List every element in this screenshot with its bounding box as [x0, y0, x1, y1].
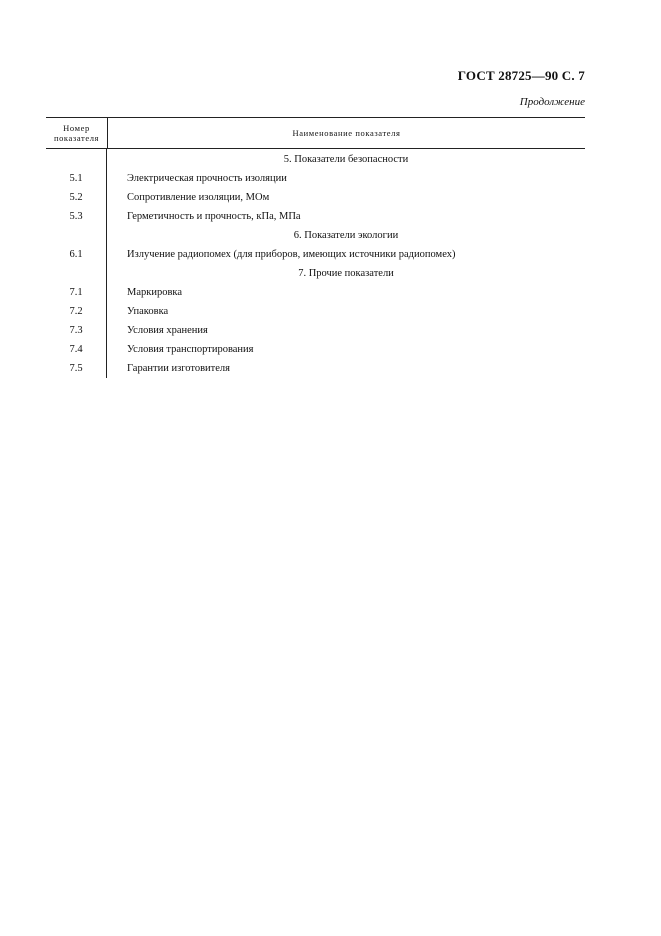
section-title: 7. Прочие показатели	[298, 268, 394, 279]
row-name: Упаковка	[127, 306, 169, 317]
continuation-label: Продолжение	[519, 96, 585, 108]
row-name: Гарантии изготовителя	[127, 363, 230, 374]
section-row	[46, 264, 585, 283]
table-header	[46, 117, 585, 149]
row-number	[46, 226, 107, 245]
page-header-doc-id: ГОСТ 28725—90 С. 7	[457, 68, 585, 83]
section-row	[46, 226, 585, 245]
table-row	[46, 169, 585, 188]
table-row	[46, 321, 585, 340]
table-row	[46, 207, 585, 226]
row-number: 5.2	[46, 188, 107, 207]
row-number: 6.1	[46, 245, 107, 264]
row-name: Сопротивление изоляции, МОм	[127, 192, 270, 203]
row-name: Герметичность и прочность, кПа, МПа	[127, 211, 301, 222]
indicators-table	[46, 117, 585, 378]
column-header-number: Номер показателя	[46, 118, 108, 148]
row-number: 7.3	[46, 321, 107, 340]
row-name: Излучение радиопомех (для приборов, имеющих источники радиопомех)	[127, 249, 456, 260]
table-row	[46, 359, 585, 378]
row-number: 7.5	[46, 359, 107, 378]
row-name: Электрическая прочность изоляции	[127, 173, 287, 184]
row-number	[46, 264, 107, 283]
row-number	[46, 149, 107, 169]
table-row	[46, 283, 585, 302]
table-row	[46, 340, 585, 359]
row-number: 5.3	[46, 207, 107, 226]
table-body	[46, 149, 585, 378]
column-header-name: Наименование показателя	[292, 128, 401, 138]
table-row	[46, 245, 585, 264]
table-row	[46, 302, 585, 321]
table-row	[46, 188, 585, 207]
row-number: 7.4	[46, 340, 107, 359]
section-title: 5. Показатели безопасности	[283, 153, 409, 165]
row-number: 7.1	[46, 283, 107, 302]
row-name: Условия хранения	[127, 325, 208, 336]
section-title: 6. Показатели экологии	[293, 230, 399, 241]
row-name: Условия транспортирования	[127, 344, 254, 355]
row-name: Маркировка	[127, 287, 183, 298]
row-number: 5.1	[46, 169, 107, 188]
row-number: 7.2	[46, 302, 107, 321]
section-row	[46, 149, 585, 169]
